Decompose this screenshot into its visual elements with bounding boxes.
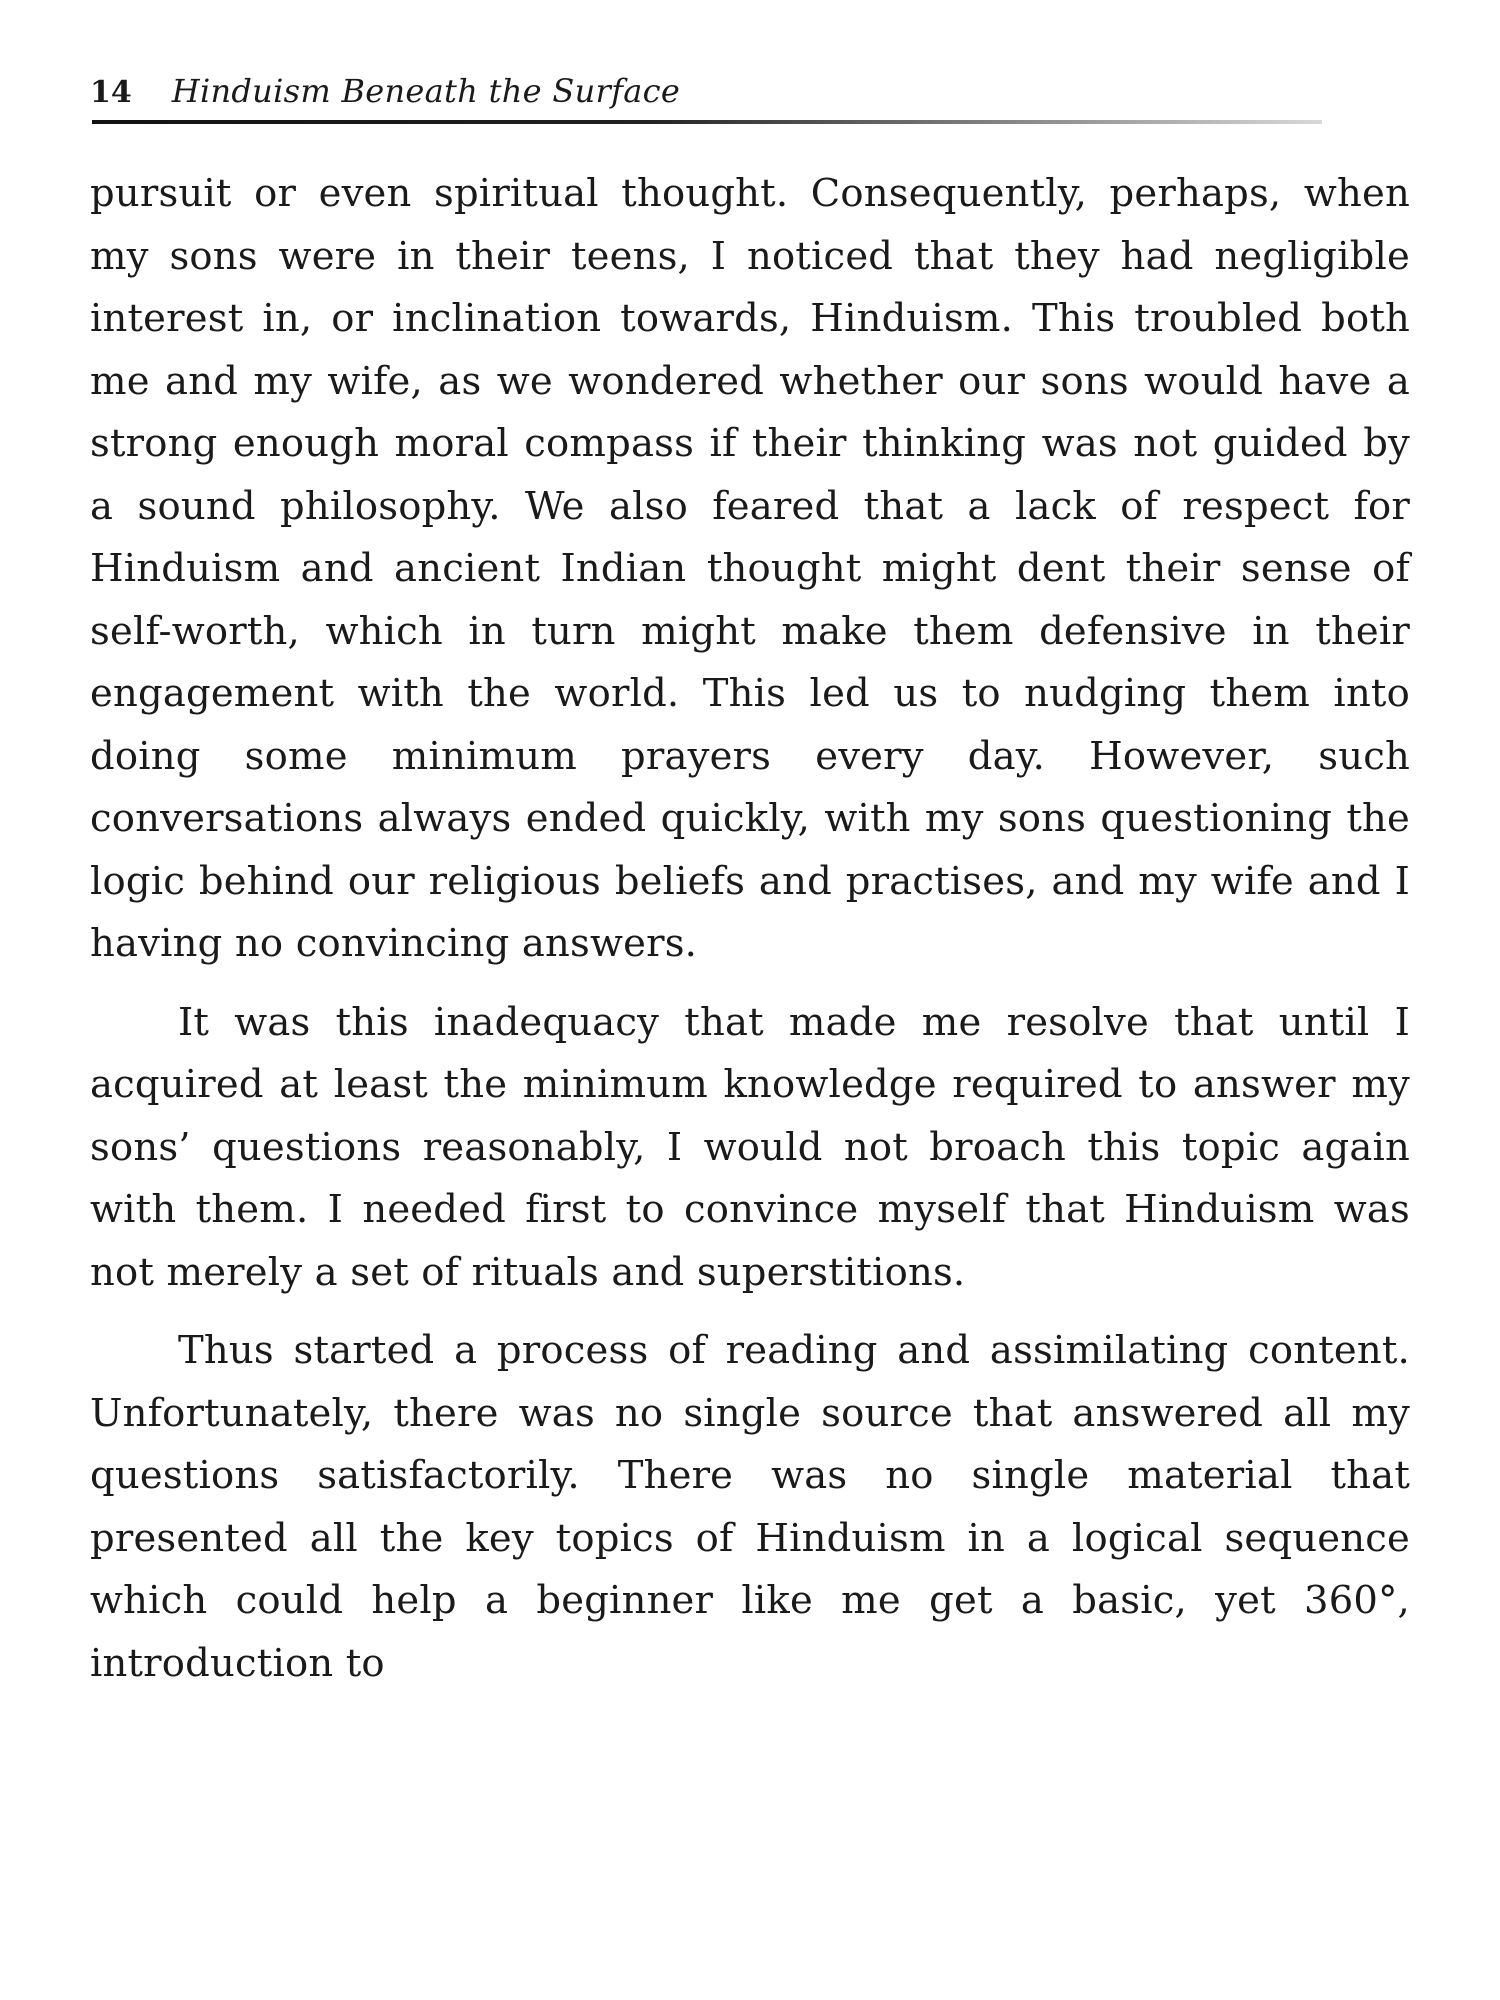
page-number: 14 (90, 75, 132, 110)
paragraph-2: It was this inadequacy that made me resolve that until I acquired at least the minimum knowledge required to answer my sons’ questions reasonably, I would not broach this topic again with them. I needed first to convince myself that Hinduism was not merely a set of rituals and superstitions. (90, 999, 1410, 1295)
running-header (90, 72, 1320, 124)
paragraph-3: Thus started a process of reading and assimilating content. Unfortunately, there was no single source that answered all my questions satisfactorily. There was no single material that presented all the key topics of Hinduism in a logical sequence which could help a beginner like me get a basic, yet 360°, introduction to (90, 1328, 1410, 1686)
book-title: Hinduism Beneath the Surface (171, 72, 681, 110)
header-rule (92, 120, 1322, 124)
paragraph-1: pursuit or even spiritual thought. Consequently, perhaps, when my sons were in their teens, I noticed that they had negligible interest in, or inclination towards, Hinduism. This troubled both me and my wife, as we wondered whether our sons would have a strong enough moral compass if their thinking was not guided by a sound philosophy. We also feared that a lack of respect for Hinduism and ancient Indian thought might dent their sense of self-worth, which in turn might make them defensive in their engagement with the world. This led us to nudging them into doing some minimum prayers every day. However, such conversations always ended quickly, with my sons questioning the logic behind our religious beliefs and practises, and my wife and I having no convincing answers. (90, 171, 1410, 966)
body-text (90, 163, 1410, 1695)
